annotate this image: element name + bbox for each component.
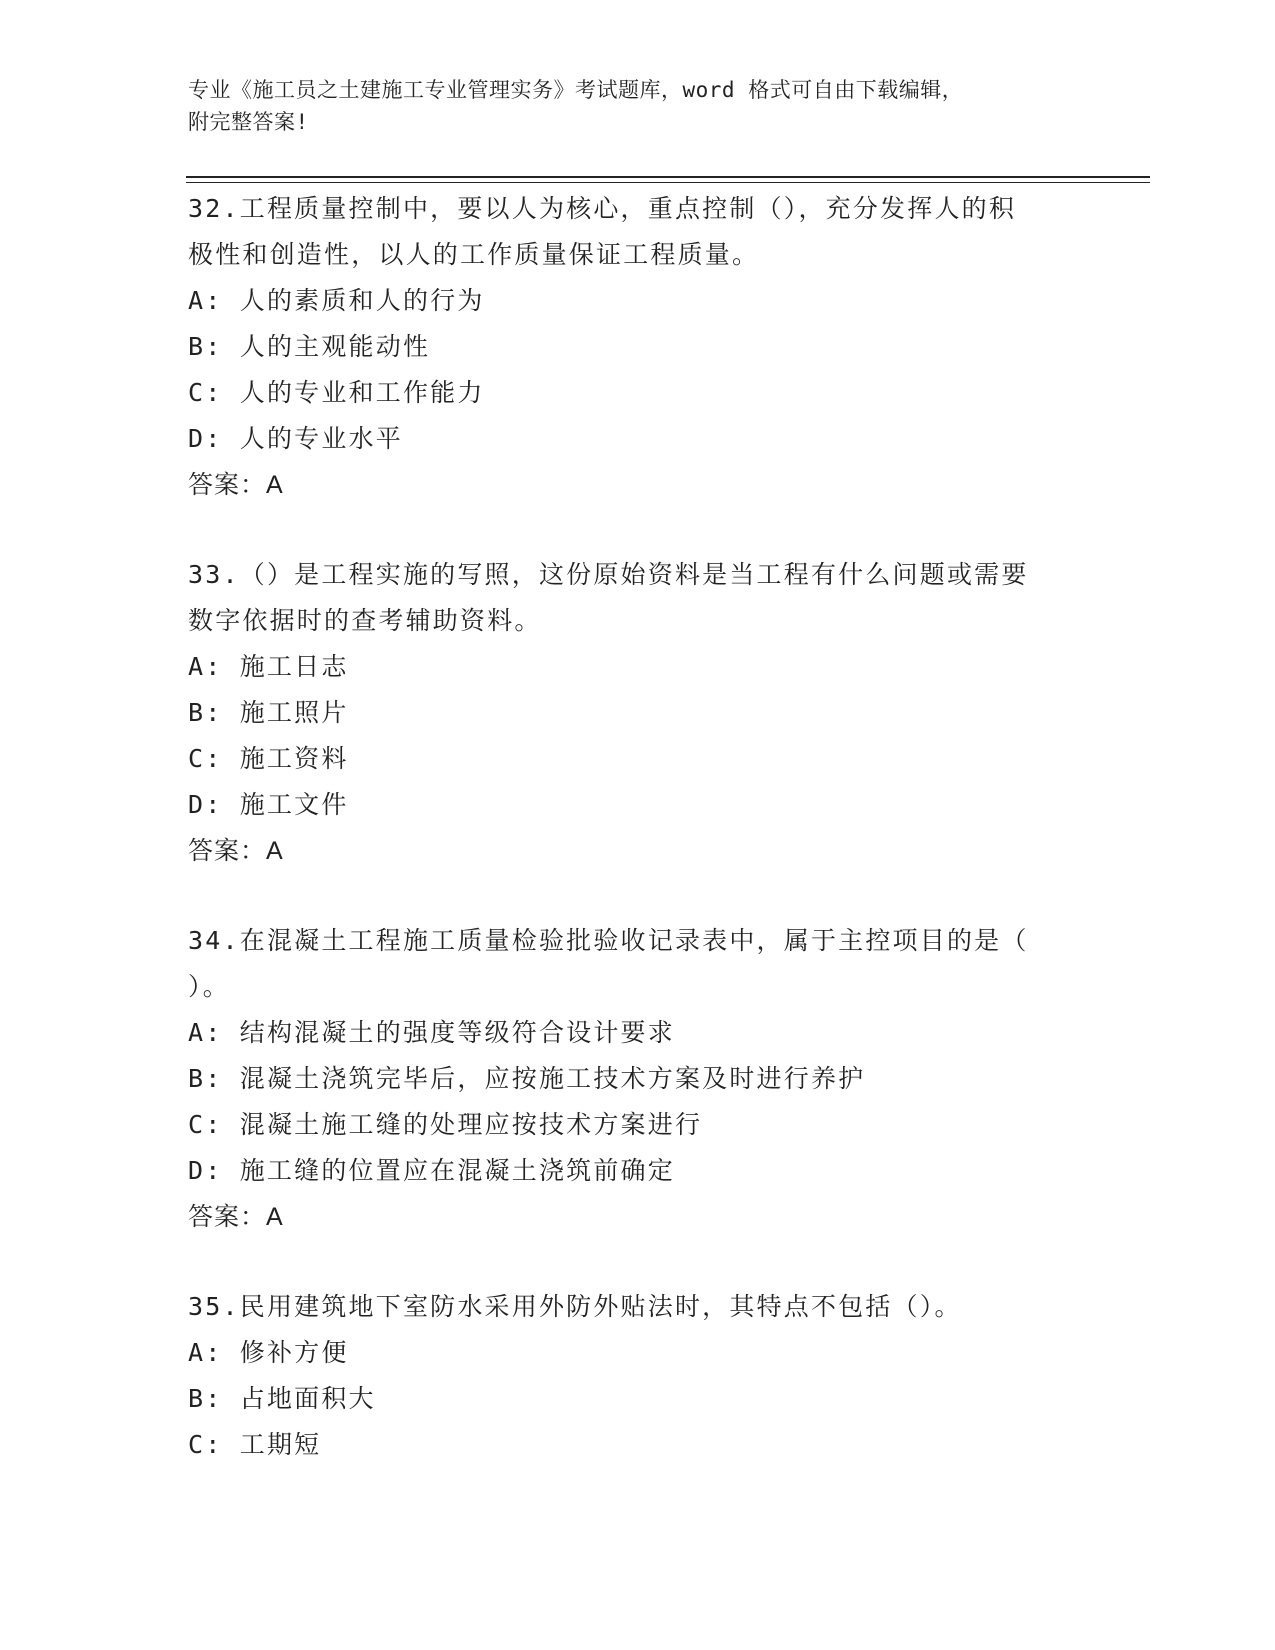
answer-line: 答案：A	[188, 471, 284, 499]
option-c: C: 施工资料	[188, 744, 349, 773]
option-b: B: 施工照片	[188, 698, 349, 727]
option-b: B: 人的主观能动性	[188, 332, 431, 361]
question-stem: 34.在混凝土工程施工质量检验批验收记录表中，属于主控项目的是（	[188, 926, 1029, 955]
question-32	[188, 186, 1088, 508]
question-stem: 32.工程质量控制中，要以人为核心，重点控制（），充分发挥人的积	[188, 194, 1017, 223]
option-c: C: 工期短	[188, 1430, 322, 1459]
question-spacer	[188, 1240, 1088, 1284]
document-header	[188, 74, 1088, 138]
question-list	[188, 186, 1088, 1468]
header-divider-thin	[186, 182, 1150, 183]
option-b: B: 占地面积大	[188, 1384, 376, 1413]
header-line-2: 附完整答案!	[188, 110, 309, 134]
question-stem: 33.（）是工程实施的写照，这份原始资料是当工程有什么问题或需要	[188, 560, 1029, 589]
question-stem-continued: 数字依据时的查考辅助资料。	[188, 606, 542, 635]
option-a: A: 人的素质和人的行为	[188, 286, 485, 315]
option-b: B: 混凝土浇筑完毕后，应按施工技术方案及时进行养护	[188, 1064, 866, 1093]
answer-line: 答案：A	[188, 1203, 284, 1231]
header-line-1: 专业《施工员之土建施工专业管理实务》考试题库，word 格式可自由下载编辑，	[188, 78, 964, 102]
option-a: A: 修补方便	[188, 1338, 349, 1367]
answer-line: 答案：A	[188, 837, 284, 865]
question-spacer	[188, 874, 1088, 918]
header-divider-thick	[186, 176, 1150, 178]
question-33	[188, 552, 1088, 874]
option-a: A: 结构混凝土的强度等级符合设计要求	[188, 1018, 675, 1047]
option-c: C: 人的专业和工作能力	[188, 378, 485, 407]
option-c: C: 混凝土施工缝的处理应按技术方案进行	[188, 1110, 703, 1139]
question-spacer	[188, 508, 1088, 552]
question-34	[188, 918, 1088, 1240]
option-a: A: 施工日志	[188, 652, 349, 681]
question-stem-continued: ）。	[188, 972, 230, 1001]
question-stem: 35.民用建筑地下室防水采用外防外贴法时，其特点不包括（）。	[188, 1292, 962, 1321]
option-d: D: 施工缝的位置应在混凝土浇筑前确定	[188, 1156, 675, 1185]
question-stem-continued: 极性和创造性，以人的工作质量保证工程质量。	[188, 240, 760, 269]
option-d: D: 人的专业水平	[188, 424, 403, 453]
option-d: D: 施工文件	[188, 790, 349, 819]
question-35	[188, 1284, 1088, 1468]
